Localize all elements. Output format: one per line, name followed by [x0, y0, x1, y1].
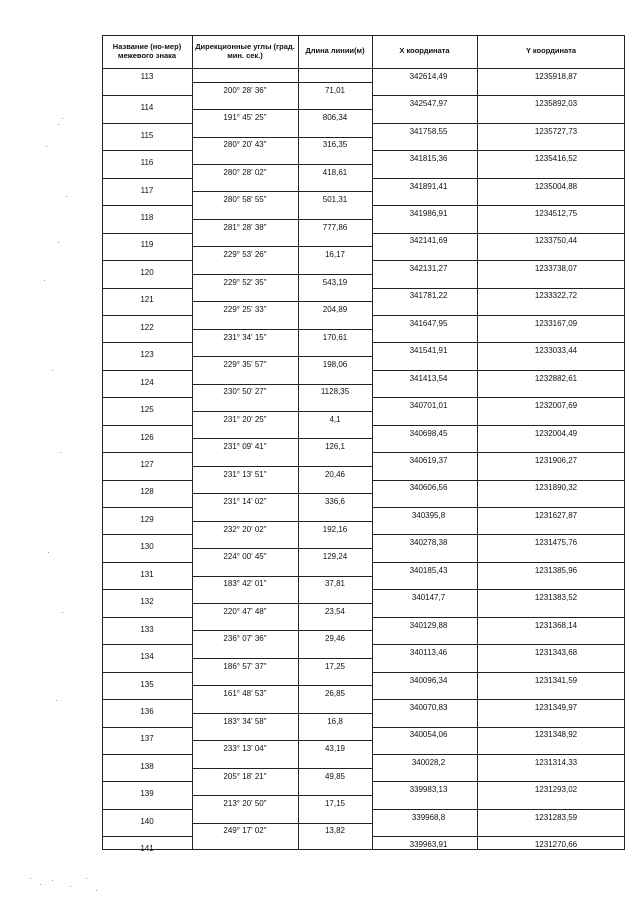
point-name: 123	[140, 350, 154, 359]
header-name: Название (но-мер) межевого знака	[112, 41, 182, 60]
segment-length: 26,85	[324, 689, 346, 698]
point-name: 138	[140, 762, 154, 771]
point-y: 1232004,49	[534, 429, 578, 438]
scan-speck	[48, 552, 49, 553]
segment-angle: 231° 13' 51"	[223, 470, 267, 479]
point-x: 340113,46	[409, 648, 448, 657]
scan-speck	[58, 242, 59, 243]
point-name: 135	[140, 680, 154, 689]
point-row-border	[102, 589, 192, 590]
point-row-border	[372, 178, 625, 179]
point-row-border	[372, 123, 625, 124]
header-length: Длина линии(м)	[305, 46, 365, 56]
scan-speck	[86, 878, 87, 879]
segment-length: 17,15	[324, 799, 346, 808]
point-row-border	[102, 754, 192, 755]
point-row-border	[102, 370, 192, 371]
scan-speck	[66, 196, 67, 197]
segment-angle: 224° 00' 45"	[223, 552, 267, 561]
point-row-border	[102, 781, 192, 782]
point-x: 340070,83	[409, 703, 448, 712]
point-x: 339968,8	[411, 813, 446, 822]
segment-length: 37,81	[324, 579, 346, 588]
point-row-border	[372, 836, 625, 837]
segment-row-border	[192, 219, 372, 220]
segment-length: 49,85	[324, 772, 346, 781]
point-row-border	[372, 507, 625, 508]
point-row-border	[372, 781, 625, 782]
point-row-border	[102, 315, 192, 316]
point-x: 341986,91	[409, 209, 448, 218]
segment-length: 16,8	[327, 717, 343, 726]
segment-angle: 161° 48' 53"	[223, 689, 267, 698]
segment-row-border	[192, 548, 372, 549]
point-y: 1231349,97	[534, 703, 578, 712]
scan-speck	[52, 370, 53, 371]
scan-speck	[62, 612, 63, 613]
segment-length: 71,01	[324, 86, 346, 95]
segment-angle: 280° 58' 55"	[223, 195, 267, 204]
point-name: 139	[140, 789, 154, 798]
point-y: 1231283,59	[534, 813, 578, 822]
point-row-border	[372, 425, 625, 426]
segment-angle: 183° 42' 01"	[223, 579, 267, 588]
point-name: 129	[140, 515, 154, 524]
point-x: 339963,91	[409, 840, 448, 849]
point-row-border	[102, 397, 192, 398]
point-name: 126	[140, 433, 154, 442]
point-row-border	[372, 699, 625, 700]
point-row-border	[372, 534, 625, 535]
point-row-border	[102, 534, 192, 535]
point-name: 133	[140, 625, 154, 634]
segment-row-border	[192, 493, 372, 494]
segment-angle: 231° 09' 41"	[223, 442, 267, 451]
point-name: 140	[140, 817, 154, 826]
point-row-border	[372, 480, 625, 481]
point-row-border	[372, 205, 625, 206]
segment-row-border	[192, 438, 372, 439]
point-x: 342141,69	[409, 236, 448, 245]
point-x: 340185,43	[409, 566, 448, 575]
segment-angle: 186° 57' 37"	[223, 662, 267, 671]
scan-speck	[44, 280, 45, 281]
point-row-border	[102, 95, 192, 96]
point-row-border	[372, 809, 625, 810]
point-row-border	[372, 644, 625, 645]
point-x: 340147,7	[411, 593, 446, 602]
segment-angle: 280° 20' 43"	[223, 140, 267, 149]
scan-speck	[62, 118, 63, 119]
segment-angle: 229° 35' 57"	[223, 360, 267, 369]
point-row-border	[372, 288, 625, 289]
segment-angle: 280° 28' 02"	[223, 168, 267, 177]
segment-length: 129,24	[322, 552, 348, 561]
segment-angle: 249° 17' 02"	[223, 826, 267, 835]
table-top-border	[102, 35, 625, 36]
point-name: 141	[140, 844, 154, 853]
segment-length: 501,31	[322, 195, 348, 204]
scan-speck	[58, 124, 59, 125]
segment-length: 17,25	[324, 662, 346, 671]
point-y: 1232007,69	[534, 401, 578, 410]
point-row-border	[102, 507, 192, 508]
point-name: 120	[140, 268, 154, 277]
point-y: 1231890,32	[534, 483, 578, 492]
point-row-border	[102, 205, 192, 206]
point-x: 342131,27	[409, 264, 448, 273]
point-y: 1233750,44	[534, 236, 578, 245]
point-y: 1231341,59	[534, 676, 578, 685]
point-y: 1231906,27	[534, 456, 578, 465]
point-row-border	[372, 233, 625, 234]
point-name: 114	[140, 103, 154, 112]
segment-length: 4,1	[329, 415, 341, 424]
point-row-border	[102, 425, 192, 426]
point-row-border	[102, 727, 192, 728]
segment-length: 192,16	[322, 525, 348, 534]
point-x: 340606,56	[409, 483, 448, 492]
point-x: 341647,95	[409, 319, 448, 328]
scan-speck	[30, 878, 31, 879]
point-y: 1235416,52	[534, 154, 578, 163]
point-row-border	[102, 452, 192, 453]
segment-length: 204,89	[322, 305, 348, 314]
point-row-border	[102, 480, 192, 481]
segment-row-border	[192, 740, 372, 741]
point-row-border	[372, 727, 625, 728]
segment-length: 13,82	[324, 826, 346, 835]
point-name: 137	[140, 734, 154, 743]
point-name: 130	[140, 542, 154, 551]
point-name: 113	[140, 72, 154, 81]
scan-speck	[60, 452, 61, 453]
point-name: 117	[140, 186, 154, 195]
segment-row-border	[192, 191, 372, 192]
segment-row-border	[192, 713, 372, 714]
segment-angle: 231° 20' 25"	[223, 415, 267, 424]
segment-length: 43,19	[324, 744, 346, 753]
point-row-border	[372, 754, 625, 755]
point-name: 136	[140, 707, 154, 716]
point-x: 341815,36	[409, 154, 448, 163]
point-x: 340701,01	[409, 401, 448, 410]
segment-row-border	[192, 384, 372, 385]
point-y: 1235918,87	[534, 72, 578, 81]
point-row-border	[372, 672, 625, 673]
point-x: 342614,49	[409, 72, 448, 81]
segment-length: 336,6	[324, 497, 346, 506]
segment-row-border	[192, 685, 372, 686]
header-bottom-border	[102, 68, 625, 69]
segment-length: 198,06	[322, 360, 348, 369]
segment-row-border	[192, 82, 372, 83]
segment-row-border	[192, 603, 372, 604]
point-x: 341758,55	[409, 127, 448, 136]
point-name: 131	[140, 570, 154, 579]
point-y: 1231314,33	[534, 758, 578, 767]
header-y: Y координата	[525, 46, 577, 56]
segment-row-border	[192, 411, 372, 412]
point-y: 1235892,03	[534, 99, 578, 108]
segment-row-border	[192, 823, 372, 824]
point-row-border	[102, 809, 192, 810]
point-row-border	[102, 342, 192, 343]
point-x: 341413,54	[409, 374, 448, 383]
segment-angle: 231° 34' 15"	[223, 333, 267, 342]
segment-length: 20,46	[324, 470, 346, 479]
segment-angle: 229° 25' 33"	[223, 305, 267, 314]
point-row-border	[372, 370, 625, 371]
segment-row-border	[192, 795, 372, 796]
point-y: 1231627,87	[534, 511, 578, 520]
header-x: X координата	[399, 46, 450, 56]
point-y: 1231270,66	[534, 840, 578, 849]
point-y: 1234512,75	[534, 209, 578, 218]
point-row-border	[372, 617, 625, 618]
point-name: 115	[140, 131, 154, 140]
point-name: 124	[140, 378, 154, 387]
segment-angle: 232° 20' 02"	[223, 525, 267, 534]
segment-angle: 183° 34' 58"	[223, 717, 267, 726]
point-y: 1233033,44	[534, 346, 578, 355]
segment-angle: 213° 20' 50"	[223, 799, 267, 808]
point-name: 121	[140, 295, 154, 304]
scan-speck	[96, 890, 97, 891]
point-y: 1231293,02	[534, 785, 578, 794]
point-row-border	[372, 452, 625, 453]
point-x: 341891,41	[409, 182, 448, 191]
point-name: 127	[140, 460, 154, 469]
point-name: 125	[140, 405, 154, 414]
point-y: 1232882,61	[534, 374, 578, 383]
point-y: 1233738,07	[534, 264, 578, 273]
point-row-border	[372, 562, 625, 563]
point-row-border	[102, 233, 192, 234]
segment-length: 806,34	[322, 113, 348, 122]
segment-angle: 229° 53' 26"	[223, 250, 267, 259]
point-y: 1233322,72	[534, 291, 578, 300]
point-x: 340096,34	[409, 676, 448, 685]
segment-length: 126,1	[324, 442, 346, 451]
point-row-border	[372, 342, 625, 343]
segment-row-border	[192, 246, 372, 247]
segment-angle: 229° 52' 35"	[223, 278, 267, 287]
segment-length: 316,35	[322, 140, 348, 149]
segment-length: 543,19	[322, 278, 348, 287]
point-x: 340054,06	[409, 730, 448, 739]
segment-row-border	[192, 466, 372, 467]
segment-angle: 236° 07' 36"	[223, 634, 267, 643]
point-row-border	[372, 150, 625, 151]
segment-angle: 191° 45' 25"	[223, 113, 267, 122]
point-x: 341781,22	[409, 291, 448, 300]
segment-row-border	[192, 356, 372, 357]
segment-length: 418,61	[322, 168, 348, 177]
segment-angle: 200° 28' 36"	[223, 86, 267, 95]
point-row-border	[102, 836, 192, 837]
point-y: 1231383,52	[534, 593, 578, 602]
point-name: 119	[140, 240, 154, 249]
point-x: 340395,8	[411, 511, 446, 520]
segment-row-border	[192, 329, 372, 330]
segment-row-border	[192, 301, 372, 302]
point-name: 116	[140, 158, 154, 167]
point-row-border	[102, 178, 192, 179]
point-y: 1235004,88	[534, 182, 578, 191]
point-row-border	[102, 150, 192, 151]
segment-row-border	[192, 164, 372, 165]
point-y: 1231368,14	[534, 621, 578, 630]
point-y: 1233167,09	[534, 319, 578, 328]
point-x: 339983,13	[409, 785, 448, 794]
point-x: 342547,97	[409, 99, 448, 108]
point-name: 132	[140, 597, 154, 606]
point-row-border	[102, 562, 192, 563]
point-row-border	[372, 397, 625, 398]
scan-speck	[56, 700, 57, 701]
segment-row-border	[192, 658, 372, 659]
point-y: 1231348,92	[534, 730, 578, 739]
point-y: 1231385,96	[534, 566, 578, 575]
segment-row-border	[192, 576, 372, 577]
segment-row-border	[192, 274, 372, 275]
point-row-border	[102, 699, 192, 700]
segment-row-border	[192, 137, 372, 138]
scan-speck	[40, 884, 41, 885]
point-row-border	[372, 95, 625, 96]
point-row-border	[372, 260, 625, 261]
segment-length: 23,54	[324, 607, 346, 616]
scan-speck	[46, 146, 47, 147]
point-y: 1231343,68	[534, 648, 578, 657]
coordinates-table	[102, 35, 625, 853]
point-y: 1231475,76	[534, 538, 578, 547]
point-x: 340028,2	[411, 758, 446, 767]
segment-angle: 220° 47' 48"	[223, 607, 267, 616]
segment-row-border	[192, 768, 372, 769]
point-y: 1235727,73	[534, 127, 578, 136]
point-row-border	[372, 315, 625, 316]
point-name: 122	[140, 323, 154, 332]
segment-angle: 205° 18' 21"	[223, 772, 267, 781]
segment-length: 170,61	[322, 333, 348, 342]
point-row-border	[102, 123, 192, 124]
header-angle: Дирекционные углы (град. мин. сек.)	[195, 41, 295, 60]
point-row-border	[102, 260, 192, 261]
point-name: 118	[140, 213, 154, 222]
segment-length: 777,86	[322, 223, 348, 232]
point-x: 341541,91	[409, 346, 448, 355]
segment-angle: 281° 28' 38"	[223, 223, 267, 232]
point-name: 134	[140, 652, 154, 661]
segment-row-border	[192, 521, 372, 522]
point-x: 340129,88	[409, 621, 448, 630]
segment-row-border	[192, 630, 372, 631]
segment-length: 1128,35	[320, 387, 350, 396]
point-row-border	[102, 644, 192, 645]
point-x: 340278,38	[409, 538, 448, 547]
point-row-border	[102, 288, 192, 289]
point-row-border	[102, 672, 192, 673]
segment-angle: 231° 14' 02"	[223, 497, 267, 506]
segment-angle: 233° 13' 04"	[223, 744, 267, 753]
point-row-border	[102, 617, 192, 618]
scan-speck	[70, 886, 71, 887]
segment-row-border	[192, 109, 372, 110]
point-x: 340619,37	[409, 456, 448, 465]
scan-speck	[52, 880, 53, 881]
segment-angle: 230° 50' 27"	[223, 387, 267, 396]
point-x: 340698,45	[409, 429, 448, 438]
point-row-border	[372, 589, 625, 590]
point-name: 128	[140, 487, 154, 496]
segment-length: 16,17	[324, 250, 346, 259]
segment-length: 29,46	[324, 634, 346, 643]
